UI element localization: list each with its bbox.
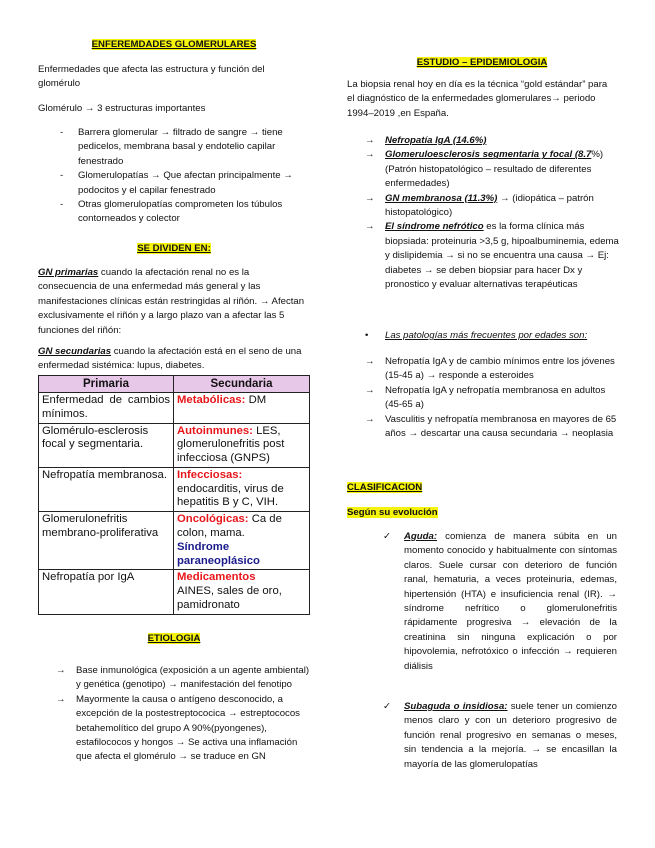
subaguda-label: Subaguda o insidiosa: bbox=[404, 701, 508, 712]
arrow-icon: → bbox=[365, 413, 375, 425]
header-secundaria: Secundaria bbox=[174, 376, 310, 393]
clasificacion-title-wrap bbox=[347, 481, 422, 495]
list-item bbox=[365, 384, 620, 413]
list-item: - Glomerulopatías → Que afectan principalmente → podocitos y el capilar fenestrado bbox=[38, 169, 310, 198]
list-item bbox=[56, 664, 310, 693]
table-row bbox=[39, 423, 310, 467]
list-item-text: Mayormente la causa o antígeno desconocido, a excepción de la postestreptococica → estreptococos betahemolítico del grupo A 90%(pyongenes), estafilococos y hongos → Se activa una inflamación que afecta el glomérulo → se traduce en GN bbox=[76, 693, 300, 763]
arrow-icon: → bbox=[365, 356, 375, 367]
list-item bbox=[365, 355, 620, 384]
secondary-text: endocarditis, virus de hepatitis B y C, VIH. bbox=[177, 482, 284, 509]
aguda-item bbox=[383, 530, 617, 674]
list-item-label: Nefropatía IgA (14.6%) bbox=[385, 135, 487, 146]
arrow-icon: → bbox=[365, 221, 375, 233]
arrow-icon: → bbox=[56, 693, 66, 705]
secondary-label: Autoinmunes: bbox=[177, 424, 253, 437]
primarias-text: cuando la afectación renal no es la consecuencia de una enfermedad más general y las manifestaciones clínicas están restringidas al riñón. → Afectan exclusivamente el riñón y a largo plazo van a afectar las 5 funciones del riñón: bbox=[38, 267, 305, 336]
epidemiologia-list bbox=[365, 134, 620, 292]
list-item-text: → (idiopática – patrón histopatológico) bbox=[385, 192, 594, 218]
estudio-text: La biopsia renal hoy en día es la técnica “gold estándar” para el diagnóstico de la enfermedades glomerulares→ periodo 1994–2019 ,en España. bbox=[347, 79, 608, 119]
evolucion-title-wrap bbox=[347, 506, 438, 520]
list-item bbox=[365, 134, 620, 148]
list-item-label: Glomeruloesclerosis segmentaria y focal (8.7 bbox=[385, 149, 592, 161]
secondary-text: AINES, sales de oro, pamidronato bbox=[177, 585, 282, 611]
table-row bbox=[39, 467, 310, 511]
frecuentes-heading bbox=[365, 329, 620, 343]
etiologia-list bbox=[56, 664, 310, 765]
primary-cell: Nefropatía membranosa. bbox=[39, 467, 174, 511]
table-row bbox=[39, 570, 310, 614]
divide-title-wrap bbox=[38, 242, 310, 256]
subaguda-text: suele tener un comienzo menos claro y con un deterioro progresivo de función renal progresivo en semanas o meses, sin tendencia a la mejoría. → se encasillan la mayoría de las glomerulopatías bbox=[404, 701, 617, 770]
secondary-label: Metabólicas: bbox=[177, 394, 246, 407]
table-row bbox=[39, 393, 310, 424]
secondary-text: LES, glomerulonefritis post infecciosa (GNPS) bbox=[177, 424, 285, 465]
frecuentes-list bbox=[365, 355, 620, 441]
table-row bbox=[39, 512, 310, 570]
secundarias-label: GN secundarias bbox=[38, 346, 112, 357]
glomerulo-text: Glomérulo → 3 estructuras importantes bbox=[38, 103, 206, 114]
secondary-cell bbox=[174, 467, 310, 511]
list-item bbox=[365, 220, 620, 292]
list-item bbox=[56, 693, 310, 765]
list-item bbox=[365, 413, 620, 442]
arrow-icon: → bbox=[56, 665, 66, 676]
evolucion-title: Según su evolución bbox=[347, 507, 438, 518]
structures-list bbox=[38, 126, 310, 227]
intro-text: Enfermedades que afecta las estructura y función del glomérulo bbox=[38, 64, 265, 90]
list-item-text: %) (Patrón histopatológico – resultado de diferentes enfermedades) bbox=[385, 149, 604, 190]
list-item-text: Vasculitis y nefropatía membranosa en mayores de 65 años → descartar una causa secundaria → neoplasia bbox=[385, 413, 617, 439]
divide-title: SE DIVIDEN EN: bbox=[137, 243, 211, 254]
secondary-extra-label: Síndrome paraneoplásico bbox=[177, 540, 260, 567]
primary-cell: Glomérulo-esclerosis focal y segmentaria. bbox=[39, 423, 174, 467]
estudio-title: ESTUDIO – EPIDEMIOLOGIA bbox=[416, 57, 548, 68]
list-item bbox=[365, 148, 620, 191]
secondary-label: Oncológicas: bbox=[177, 513, 249, 526]
list-item-text: es la forma clínica más biopsiada: proteinuria >3,5 g, hipoalbuminemia, edema y dislipidemia → si no se encuentra una causa → Ej: diabetes → se deben biopsiar para hacer Dx y pronostico y evaluar alternativas terapéuticas bbox=[385, 221, 619, 290]
etiologia-title: ETIOLOGIA bbox=[147, 633, 201, 644]
frecuentes-text: Las patologías más frecuentes por edades son: bbox=[385, 330, 588, 341]
etiologia-title-wrap bbox=[38, 632, 310, 646]
subaguda-item bbox=[383, 700, 617, 772]
secondary-cell bbox=[174, 570, 310, 614]
list-item-text: Nefropatía IgA y de cambio mínimos entre los jóvenes (15-45 a) → responde a esteroides bbox=[385, 356, 615, 382]
secundarias-text: cuando la afectación está en el seno de una enfermedad sistémica: lupus, diabetes. bbox=[38, 346, 302, 372]
arrow-icon: → bbox=[365, 135, 375, 146]
secondary-label: Medicamentos bbox=[177, 571, 256, 584]
secondary-cell bbox=[174, 512, 310, 570]
list-item-text: Base inmunológica (exposición a un agente ambiental) y genética (genotipo) → manifestación del fenotipo bbox=[76, 665, 310, 691]
classification-table bbox=[38, 375, 310, 615]
checkmark-icon: ✓ bbox=[383, 531, 392, 542]
secondary-cell bbox=[174, 393, 310, 424]
main-title: ENFEREMDADES GLOMERULARES bbox=[91, 39, 257, 50]
aguda-label: Aguda: bbox=[404, 531, 438, 542]
primary-cell: Nefropatía por IgA bbox=[39, 570, 174, 614]
list-item bbox=[365, 192, 620, 221]
secundarias-paragraph bbox=[38, 345, 310, 374]
table-header-row bbox=[39, 376, 310, 393]
main-title-wrap bbox=[38, 38, 310, 52]
arrow-icon: → bbox=[365, 149, 375, 161]
list-item-label: El síndrome nefrótico bbox=[385, 221, 484, 233]
list-item: - Barrera glomerular → filtrado de sangre → tiene pedicelos, membrana basal y endotelio capilar fenestrado bbox=[38, 126, 310, 169]
clasificacion-title: CLASIFICACION bbox=[347, 482, 423, 493]
list-item: - Otras glomerulopatías comprometen los túbulos contorneados y colector bbox=[38, 198, 310, 227]
secondary-label: Infecciosas: bbox=[177, 468, 243, 481]
arrow-icon: → bbox=[365, 192, 375, 204]
checkmark-icon: ✓ bbox=[383, 701, 392, 712]
primary-cell: Enfermedad de cambios mínimos. bbox=[39, 393, 174, 424]
secondary-text: DM bbox=[245, 394, 267, 407]
secondary-text: Ca de colon, mama. bbox=[177, 513, 282, 540]
primarias-label: GN primarias bbox=[38, 267, 99, 278]
aguda-text: comienza de manera súbita en un momento conocido y habitualmente con síntomas claros. Suele cursar con deterioro de función ranal, hematuria, a veces proteinuria, edemas, hipertensión (HTA) e insuficiencia renal (IR). → síndrome nefrítico o glomerulonefritis rápidamente progresiva → elevación de la creatinina sin ninguna explicación o por hipovolemia, nefrotóxico o infección → requieren diálisis bbox=[404, 531, 617, 672]
arrow-icon: → bbox=[365, 384, 375, 396]
primary-cell: Glomerulonefritis membrano-proliferativa bbox=[39, 512, 174, 570]
list-item-text: Nefropatía IgA y nefropatía membranosa en adultos (45-65 a) bbox=[385, 384, 606, 411]
primarias-paragraph bbox=[38, 266, 310, 338]
estudio-title-wrap bbox=[347, 56, 617, 70]
secondary-cell bbox=[174, 423, 310, 467]
bullet-icon: • bbox=[365, 330, 369, 341]
list-item-label: GN membranosa (11.3%) bbox=[385, 192, 498, 204]
header-primaria: Primaria bbox=[39, 376, 174, 393]
